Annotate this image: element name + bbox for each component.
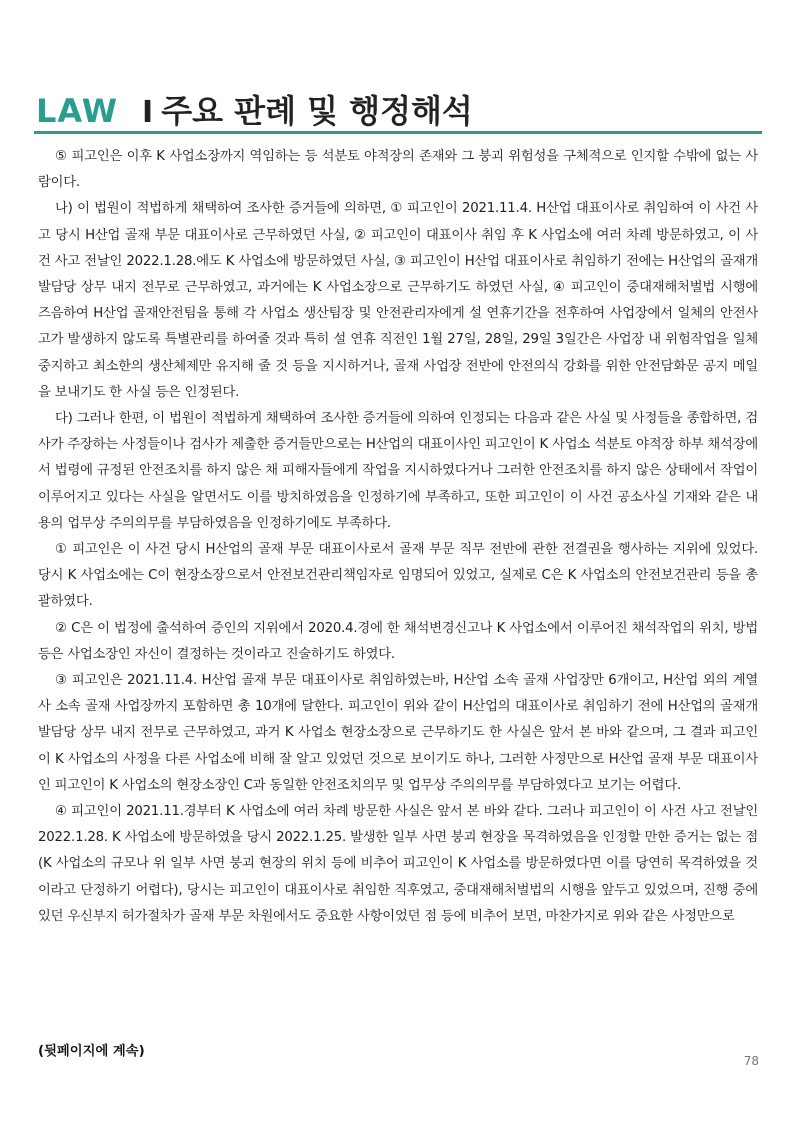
paragraph: 다) 그러나 한편, 이 법원이 적법하게 채택하여 조사한 증거들에 의하여 인정되는 다음과 같은 사실 및 사정들을 종합하면, 검사가 주장하는 사정들이나 검사가 제출한 증거들만으로는 H산업의 대표이사인 피고인이 K 사업소 석분토 야적장 하부 채석장에서 법령에 규정된 안전조치를 하지 않은 채 피해자들에게 작업을 지시하였다거나 그러한 안전조치를 하지 않은 상태에서 작업이 이루어지고 있다는 사실을 알면서도 이를 방치하였음을 인정하기에 부족하고, 또한 피고인이 이 사건 공소사실 기재와 같은 내용의 업무상 주의의무를 부담하였음을 인정하기에도 부족하다.: [38, 411, 758, 531]
header-separator: I: [142, 95, 154, 130]
paragraph: ⑤ 피고인은 이후 K 사업소장까지 역임하는 등 석분토 야적장의 존재와 그 붕괴 위험성을 구체적으로 인지할 수밖에 없는 사람이다.: [38, 149, 758, 191]
paragraph: ② C은 이 법정에 출석하여 증인의 지위에서 2020.4.경에 한 채석변경신고나 K 사업소에서 이루어진 채석작업의 위치, 방법 등은 사업소장인 자신이 결정하는 것이라고 진술하기도 하였다.: [38, 620, 758, 662]
paragraph: ① 피고인은 이 사건 당시 H산업의 골재 부문 대표이사로서 골재 부문 직무 전반에 관한 전결권을 행사하는 지위에 있었다. 당시 K 사업소에는 C이 현장소장으로서 안전보건관리책임자로 임명되어 있었고, 실제로 C은 K 사업소의 안전보건관리 등을 총괄하였다.: [38, 542, 758, 610]
page-number: 78: [743, 1054, 759, 1068]
page-header: [36, 86, 762, 132]
document-body: [38, 144, 758, 930]
header-rule: [34, 131, 762, 134]
paragraph: 나) 이 법원이 적법하게 채택하여 조사한 증거들에 의하면, ① 피고인이 2021.11.4. H산업 대표이사로 취임하여 이 사건 사고 당시 H산업 골재 부문 대표이사로 근무하였던 사실, ② 피고인이 대표이사 취임 후 K 사업소에 여러 차례 방문하였고, 이 사건 사고 전날인 2022.1.28.에도 K 사업소에 방문하였던 사실, ③ 피고인이 H산업 대표이사로 취임하기 전에는 H산업의 골재개발담당 상무 내지 전무로 근무하였고, 과거에는 K 사업소장으로 근무하기도 하였던 사실, ④ 피고인이 중대재해처벌법 시행에 즈음하여 H산업 골재안전팀을 통해 각 사업소 생산팀장 및 안전관리자에게 설 연휴기간을 전후하여 사업장에서 일체의 안전사고가 발생하지 않도록 특별관리를 하여줄 것과 특히 설 연휴 직전인 1월 27일, 28일, 29일 3일간은 사업장 내 위험작업을 일체 중지하고 최소한의 생산체제만 유지해 줄 것 등을 지시하거나, 골재 사업장 전반에 안전의식 강화를 위한 안전담화문 공지 메일을 보내기도 한 사실 등은 인정된다.: [38, 201, 758, 400]
section-brand: LAW: [36, 92, 119, 130]
page-title: 주요 판례 및 행정해석: [161, 92, 473, 130]
paragraph: ④ 피고인이 2021.11.경부터 K 사업소에 여러 차례 방문한 사실은 앞서 본 바와 같다. 그러나 피고인이 이 사건 사고 전날인 2022.1.28. K 사업소에 방문하였을 당시 2022.1.25. 발생한 일부 사면 붕괴 현장을 목격하였음을 인정할 만한 증거는 없는 점(K 사업소의 규모나 위 일부 사면 붕괴 현장의 위치 등에 비추어 피고인이 K 사업소를 방문하였다면 이를 당연히 목격하였을 것이라고 단정하기 어렵다), 당시는 피고인이 대표이사로 취임한 직후였고, 중대재해처벌법의 시행을 앞두고 있었으며, 진행 중에 있던 우신부지 허가절차가 골재 부문 차원에서도 중요한 사항이었던 점 등에 비추어 보면, 마찬가지로 위와 같은 사정만으로: [38, 804, 758, 924]
paragraph: ③ 피고인은 2021.11.4. H산업 골재 부문 대표이사로 취임하였는바, H산업 소속 골재 사업장만 6개이고, H산업 외의 계열사 소속 골재 사업장까지 포함하면 총 10개에 달한다. 피고인이 위와 같이 H산업의 대표이사로 취임하기 전에 H산업의 골재개발담당 상무 내지 전무로 근무하였고, 과거 K 사업소 현장소장으로 근무하기도 한 사실은 앞서 본 바와 같으며, 그 결과 피고인이 K 사업소의 사정을 다른 사업소에 비해 잘 알고 있었던 것으로 보이기도 하나, 그러한 사정만으로 H산업 골재 부문 대표이사인 피고인이 K 사업소의 현장소장인 C과 동일한 안전조치의무 및 업무상 주의의무를 부담하였다고 보기는 어렵다.: [38, 673, 758, 793]
continued-note: (뒷페이지에 계속): [38, 1044, 145, 1059]
